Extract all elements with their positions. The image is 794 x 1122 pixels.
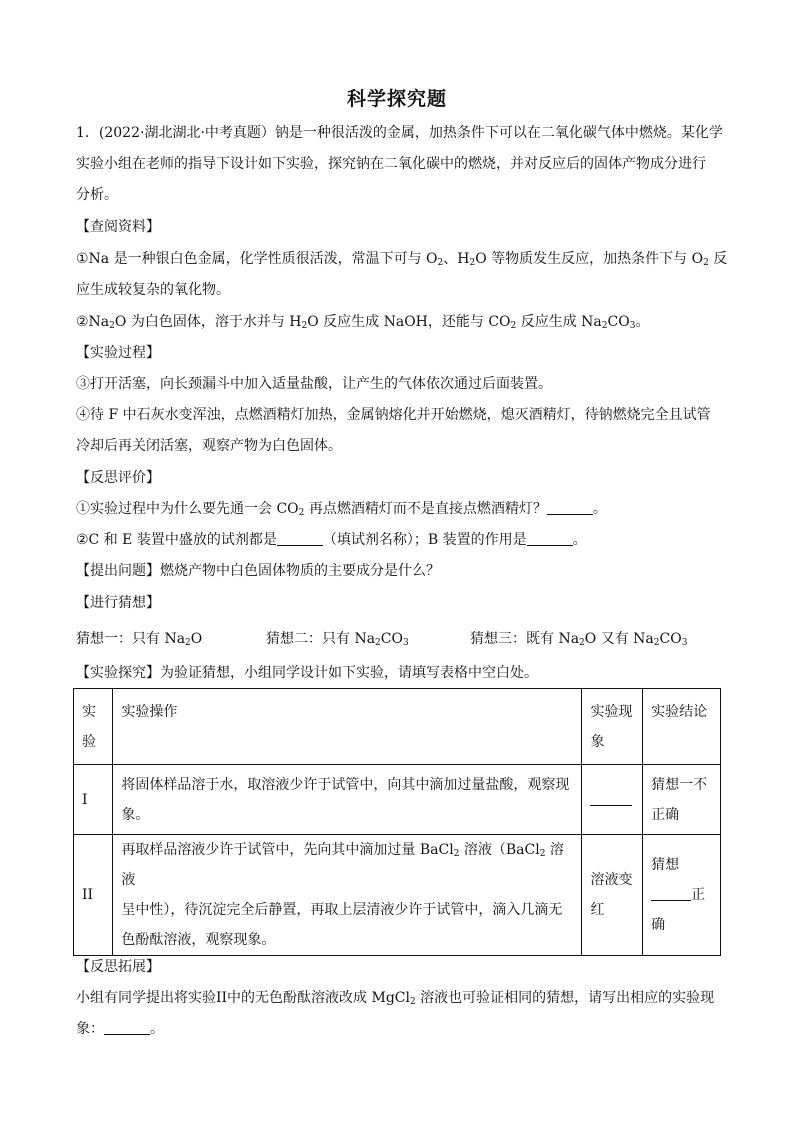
answer-blank[interactable] bbox=[277, 531, 323, 546]
header-operation: 实验操作 bbox=[113, 689, 582, 765]
header-conclusion: 实验结论 bbox=[643, 689, 721, 765]
header-text: 象 bbox=[590, 733, 605, 750]
subscript: 2 bbox=[298, 508, 305, 518]
subscript: 2 bbox=[410, 997, 416, 1007]
row-2-phenomenon bbox=[582, 835, 643, 956]
cell-text: 溶液变 bbox=[590, 872, 633, 888]
guess-text: O bbox=[190, 631, 203, 647]
subscript: 2 bbox=[437, 258, 444, 268]
cell-text: 再取样品溶液少许于试管中，先向其中滴加过量 BaCl bbox=[121, 842, 454, 858]
cell-text: 正确 bbox=[651, 806, 680, 823]
lookup-item-2 bbox=[76, 311, 726, 333]
cell-text bbox=[121, 835, 573, 895]
table-row bbox=[74, 765, 721, 835]
row-1-phenomenon bbox=[582, 765, 643, 835]
section-reflect-heading: 【反思评价】 bbox=[76, 470, 160, 486]
section-question: 【提出问题】燃烧产物中白色固体物质的主要成分是什么？ bbox=[76, 563, 440, 579]
reflect-text: ②C 和 E 装置中盛放的试剂都是 bbox=[76, 532, 277, 548]
extend-text: 象： bbox=[76, 1021, 104, 1037]
subscript: 3 bbox=[681, 638, 688, 648]
row-1-conclusion bbox=[643, 765, 721, 835]
subscript: 2 bbox=[510, 321, 517, 331]
lookup-text: CO bbox=[607, 314, 630, 330]
subscript: 3 bbox=[629, 321, 636, 331]
subscript: 2 bbox=[469, 258, 476, 268]
table-header-row bbox=[74, 689, 721, 765]
cell-text bbox=[651, 880, 712, 910]
header-text: 实 bbox=[82, 703, 96, 720]
cell-text: 溶液 bbox=[121, 842, 564, 888]
extend-line-2 bbox=[76, 1018, 726, 1040]
cell-text: 猜想一不 bbox=[651, 776, 708, 793]
header-exp bbox=[74, 689, 113, 765]
subscript: 3 bbox=[402, 638, 409, 648]
cell-text: 色酚酞溶液，观察现象。 bbox=[121, 932, 276, 948]
subscript: 2 bbox=[703, 258, 709, 268]
lookup-text: O 为白色固体，溶于水并与 H bbox=[114, 314, 302, 330]
answer-blank[interactable] bbox=[651, 886, 691, 901]
cell-text: 确 bbox=[651, 917, 666, 933]
section-extend-heading: 【反思拓展】 bbox=[76, 959, 160, 975]
question-intro-line-2: 实验小组在老师的指导下设计如下实验，探究钠在二氧化碳中的燃烧，并对反应后的固体产物成分进行 bbox=[76, 156, 706, 172]
header-text: 实验现 bbox=[590, 703, 633, 720]
subscript: 2 bbox=[301, 321, 308, 331]
cell-text: 象。 bbox=[121, 806, 150, 823]
question-intro-line-3: 分析。 bbox=[76, 187, 118, 203]
subscript: 2 bbox=[185, 638, 191, 648]
process-step-3: ③打开活塞，向长颈漏斗中加入适量盐酸，让产生的气体依次通过后面装置。 bbox=[76, 376, 552, 392]
answer-blank[interactable] bbox=[104, 1020, 150, 1035]
reflect-text: 。 bbox=[572, 532, 587, 548]
extend-text: 溶液也可验证相同的猜想，请写出相应的实验现 bbox=[415, 990, 715, 1006]
lookup-text: 。 bbox=[635, 314, 650, 330]
row-2-id: II bbox=[74, 835, 113, 956]
answer-blank[interactable] bbox=[527, 531, 573, 546]
guess-text: 猜想三：既有 Na bbox=[470, 631, 580, 647]
reflect-text: 再点燃酒精灯而不是直接点燃酒精灯？ bbox=[304, 501, 547, 517]
row-2-operation bbox=[113, 835, 582, 956]
lookup-text: ①Na 是一种银白色金属，化学性质很活泼，常温下可与 O bbox=[76, 251, 438, 267]
lookup-text: O 等物质发生反应，加热条件下与 O bbox=[475, 251, 704, 267]
process-step-4-line-2: 冷却后再关闭活塞，观察产物为白色固体。 bbox=[76, 438, 342, 454]
lookup-text: 反 bbox=[708, 251, 728, 267]
reflect-text: （填试剂名称）；B 装置的作用是 bbox=[322, 532, 527, 548]
reflect-text: ①实验过程中为什么要先通一会 CO bbox=[76, 501, 299, 517]
subscript: 2 bbox=[109, 321, 115, 331]
guess-text: CO bbox=[380, 631, 403, 647]
answer-blank[interactable] bbox=[547, 500, 593, 515]
lookup-text: O 反应生成 NaOH，还能与 CO bbox=[307, 314, 511, 330]
guess-text: O 又有 Na bbox=[584, 631, 654, 647]
guess-text: 猜想二：只有 Na bbox=[266, 631, 376, 647]
header-text: 验 bbox=[82, 733, 96, 750]
row-1-operation bbox=[113, 765, 582, 835]
guess-3 bbox=[470, 628, 720, 650]
cell-text: 将固体样品溶于水，取溶液少许于试管中，向其中滴加过量盐酸，观察现 bbox=[121, 776, 570, 793]
lookup-text: 、H bbox=[443, 251, 470, 267]
reflect-item-1 bbox=[76, 498, 726, 520]
subscript: 2 bbox=[453, 849, 460, 859]
experiment-table bbox=[73, 688, 721, 956]
row-1-id: I bbox=[74, 765, 113, 835]
cell-text: 正 bbox=[691, 887, 706, 903]
subscript: 2 bbox=[653, 638, 660, 648]
cell-text: 猜想 bbox=[651, 857, 680, 873]
reflect-item-2 bbox=[76, 529, 726, 551]
section-explore: 【实验探究】为验证猜想，小组同学设计如下实验，请填写表格中空白处。 bbox=[76, 665, 538, 681]
extend-line-1 bbox=[76, 987, 726, 1009]
lookup-item-1 bbox=[76, 248, 726, 270]
header-phenomenon bbox=[582, 689, 643, 765]
subscript: 2 bbox=[601, 321, 608, 331]
guess-2 bbox=[266, 628, 466, 650]
extend-text: 小组有同学提出将实验II中的无色酚酞溶液改成 MgCl bbox=[76, 990, 410, 1006]
process-step-4-line-1: ④待 F 中石灰水变浑浊，点燃酒精灯加热，金属钠熔化并开始燃烧，熄灭酒精灯，待钠燃烧完全且试管 bbox=[76, 407, 711, 423]
answer-blank[interactable] bbox=[590, 791, 632, 806]
cell-text: 溶液（BaCl bbox=[459, 842, 540, 858]
row-2-conclusion bbox=[643, 835, 721, 956]
subscript: 2 bbox=[539, 849, 546, 859]
cell-text: 呈中性），待沉淀完全后静置，再取上层清液少许于试管中，滴入几滴无 bbox=[121, 902, 563, 918]
subscript: 2 bbox=[579, 638, 585, 648]
lookup-item-1-line-2: 应生成较复杂的氧化物。 bbox=[76, 282, 230, 298]
lookup-text: ②Na bbox=[76, 314, 110, 330]
extend-text: 。 bbox=[150, 1021, 164, 1037]
subscript: 2 bbox=[375, 638, 381, 648]
section-guess-heading: 【进行猜想】 bbox=[76, 595, 160, 611]
question-intro-line-1: 1．(2022·湖北湖北·中考真题）钠是一种很活泼的金属，加热条件下可以在二氧化碳气体中燃烧。某化学 bbox=[76, 125, 723, 141]
guess-text: CO bbox=[659, 631, 682, 647]
guess-text: 猜想一：只有 Na bbox=[76, 631, 186, 647]
table-row bbox=[74, 835, 721, 956]
section-lookup-heading: 【查阅资料】 bbox=[76, 219, 160, 235]
cell-text: 红 bbox=[590, 902, 605, 918]
section-process-heading: 【实验过程】 bbox=[76, 345, 160, 361]
page-title: 科学探究题 bbox=[346, 88, 447, 110]
lookup-text: 反应生成 Na bbox=[516, 314, 602, 330]
reflect-text: 。 bbox=[592, 501, 607, 517]
